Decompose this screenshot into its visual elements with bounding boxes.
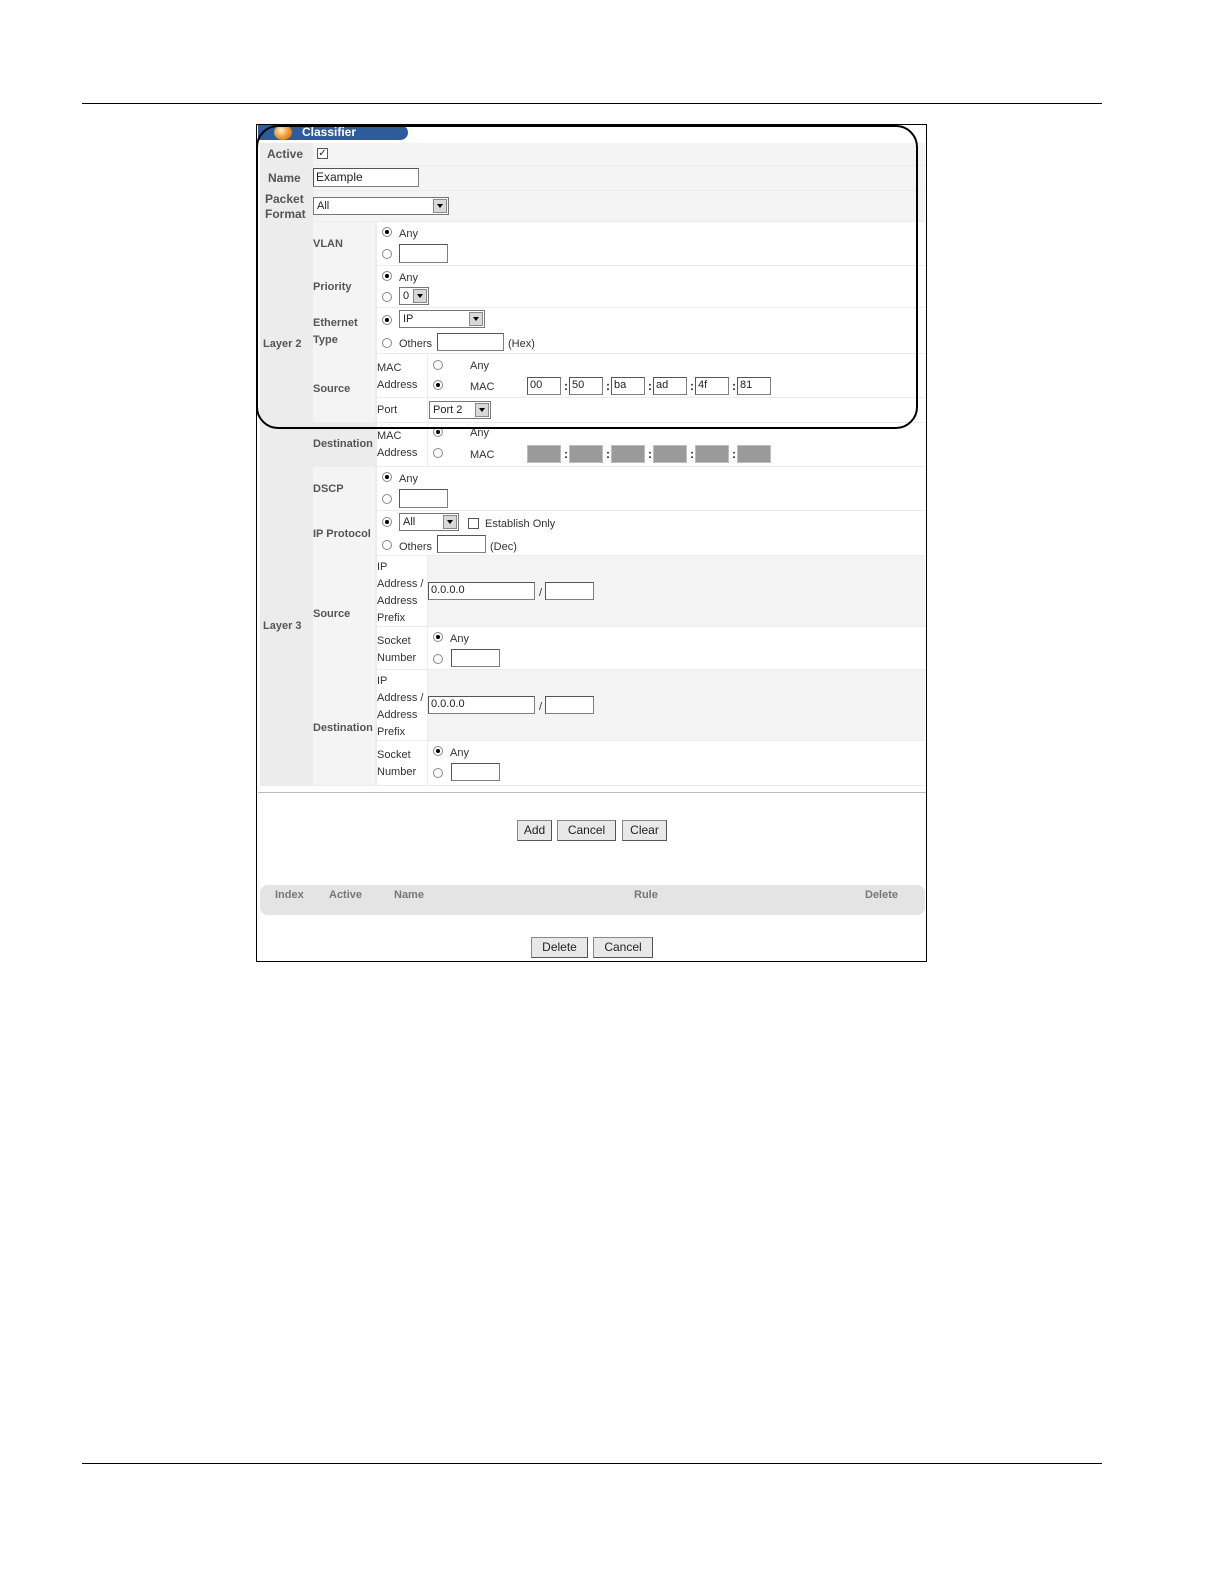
form-separator bbox=[258, 792, 926, 793]
mac-separator: : bbox=[606, 379, 610, 393]
chevron-down-icon bbox=[433, 199, 447, 213]
src-ip-label-4: Prefix bbox=[377, 612, 406, 624]
name-input[interactable]: Example bbox=[313, 168, 419, 187]
src-mac-octet-2[interactable]: 50 bbox=[569, 377, 603, 395]
establish-only-checkbox[interactable] bbox=[468, 518, 479, 529]
ip-protocol-value: All bbox=[403, 516, 416, 528]
header-name: Name bbox=[394, 889, 424, 901]
src-mac-custom-radio[interactable] bbox=[433, 380, 443, 390]
dst-mac-octet-4[interactable] bbox=[653, 445, 687, 463]
mac-separator: : bbox=[648, 379, 652, 393]
dst-mac-octet-2[interactable] bbox=[569, 445, 603, 463]
l2-source-label: Source bbox=[313, 383, 351, 395]
dst-mac-octet-5[interactable] bbox=[695, 445, 729, 463]
src-mac-octet-1[interactable]: 00 bbox=[527, 377, 561, 395]
mac-separator: : bbox=[564, 379, 568, 393]
delete-button[interactable]: Delete bbox=[531, 937, 588, 958]
src-ip-label-1: IP bbox=[377, 561, 388, 573]
ip-protocol-select[interactable] bbox=[399, 513, 459, 531]
priority-cell bbox=[377, 266, 925, 307]
src-mac-octet-5[interactable]: 4f bbox=[695, 377, 729, 395]
dst-mac-octet-3[interactable] bbox=[611, 445, 645, 463]
src-socket-custom-radio[interactable] bbox=[433, 654, 443, 664]
src-socket-any-radio[interactable] bbox=[433, 632, 443, 642]
header-delete: Delete bbox=[865, 889, 899, 901]
ip-protocol-dec-text: (Dec) bbox=[490, 541, 517, 553]
dst-prefix-input[interactable] bbox=[545, 696, 594, 714]
src-socket-any-text: Any bbox=[450, 633, 469, 645]
dst-ip-label-2: Address / bbox=[377, 692, 424, 704]
l2-destination-label: Destination bbox=[313, 438, 373, 450]
src-mac-text: MAC bbox=[470, 381, 495, 393]
active-label: Active bbox=[267, 147, 304, 161]
port-select[interactable] bbox=[429, 401, 491, 419]
ethernet-type-ip-radio[interactable] bbox=[382, 315, 392, 325]
dst-socket-label-1: Socket bbox=[377, 749, 411, 761]
ethernet-type-others-text: Others bbox=[399, 338, 433, 350]
layer3-sub-column bbox=[313, 467, 375, 785]
layer3-label: Layer 3 bbox=[263, 620, 302, 632]
add-button[interactable]: Add bbox=[517, 820, 552, 841]
page-bottom-rule bbox=[82, 1463, 1102, 1464]
chevron-down-icon bbox=[475, 403, 489, 417]
src-ip-label-3: Address bbox=[377, 595, 418, 607]
dscp-any-radio[interactable] bbox=[382, 472, 392, 482]
src-mac-octet-4[interactable]: ad bbox=[653, 377, 687, 395]
src-socket-cell bbox=[428, 627, 925, 669]
dst-mac-label-2: Address bbox=[377, 447, 418, 459]
dst-socket-input[interactable] bbox=[451, 763, 500, 781]
list-cancel-button[interactable]: Cancel bbox=[593, 937, 653, 958]
panel-title: Classifier bbox=[302, 125, 357, 139]
header-index: Index bbox=[275, 889, 304, 901]
ethernet-type-others-radio[interactable] bbox=[382, 338, 392, 348]
ethernet-type-label-1: Ethernet bbox=[313, 317, 358, 329]
page-top-rule bbox=[82, 103, 1102, 104]
rule-list-header bbox=[260, 885, 925, 915]
ethernet-type-value: IP bbox=[403, 313, 414, 325]
dst-ip-label-3: Address bbox=[377, 709, 418, 721]
chevron-down-icon bbox=[443, 515, 457, 529]
port-cell bbox=[428, 398, 925, 422]
src-mac-label-1: MAC bbox=[377, 362, 402, 374]
src-mac-label-2: Address bbox=[377, 379, 418, 391]
src-prefix-input[interactable] bbox=[545, 582, 594, 600]
mac-separator: : bbox=[690, 447, 694, 461]
ip-protocol-others-radio[interactable] bbox=[382, 540, 392, 550]
clear-button[interactable]: Clear bbox=[622, 820, 667, 841]
mac-separator: : bbox=[690, 379, 694, 393]
layer2-label: Layer 2 bbox=[263, 338, 302, 350]
priority-label: Priority bbox=[313, 281, 352, 293]
dst-mac-octet-6[interactable] bbox=[737, 445, 771, 463]
l3-source-label: Source bbox=[313, 608, 351, 620]
l3-destination-label: Destination bbox=[313, 722, 373, 734]
cancel-button[interactable]: Cancel bbox=[557, 820, 616, 841]
port-label: Port bbox=[377, 404, 398, 416]
active-checkbox[interactable]: ✓ bbox=[318, 148, 327, 159]
dscp-any-text: Any bbox=[399, 473, 418, 485]
dst-ip-label-1: IP bbox=[377, 675, 388, 687]
src-mac-any-radio[interactable] bbox=[433, 360, 443, 370]
dscp-custom-radio[interactable] bbox=[382, 494, 392, 504]
chevron-down-icon bbox=[469, 312, 483, 326]
ip-protocol-label: IP Protocol bbox=[313, 528, 371, 540]
packet-format-label-2: Format bbox=[265, 207, 306, 221]
packet-format-select[interactable] bbox=[313, 197, 449, 215]
src-prefix-slash: / bbox=[539, 587, 543, 599]
vlan-input[interactable] bbox=[399, 244, 448, 263]
packet-format-value: All bbox=[317, 200, 330, 212]
vlan-label: VLAN bbox=[313, 238, 343, 250]
ip-protocol-select-radio[interactable] bbox=[382, 517, 392, 527]
src-socket-label-2: Number bbox=[377, 652, 417, 664]
priority-custom-radio[interactable] bbox=[382, 292, 392, 302]
ethernet-type-hex-text: (Hex) bbox=[508, 338, 535, 350]
ip-protocol-dec-input[interactable] bbox=[437, 535, 486, 553]
priority-select[interactable] bbox=[399, 287, 429, 305]
mac-separator: : bbox=[732, 379, 736, 393]
dst-mac-label-1: MAC bbox=[377, 430, 402, 442]
dst-socket-any-radio[interactable] bbox=[433, 746, 443, 756]
dst-socket-label-2: Number bbox=[377, 766, 417, 778]
dscp-input[interactable] bbox=[399, 489, 448, 508]
establish-only-text: Establish Only bbox=[485, 518, 556, 530]
orb-icon bbox=[274, 125, 292, 140]
dst-mac-custom-radio[interactable] bbox=[433, 448, 443, 458]
src-mac-octet-3[interactable]: ba bbox=[611, 377, 645, 395]
panel-titlebar bbox=[258, 125, 408, 140]
mac-separator: : bbox=[648, 447, 652, 461]
src-socket-label-1: Socket bbox=[377, 635, 411, 647]
src-mac-octet-6[interactable]: 81 bbox=[737, 377, 771, 395]
src-mac-any-text: Any bbox=[470, 360, 489, 372]
mac-separator: : bbox=[606, 447, 610, 461]
src-socket-input[interactable] bbox=[451, 649, 500, 667]
dst-ip-label-4: Prefix bbox=[377, 726, 406, 738]
dst-mac-any-radio[interactable] bbox=[433, 427, 443, 437]
active-row bbox=[313, 143, 925, 165]
dst-prefix-slash: / bbox=[539, 701, 543, 713]
ethernet-type-select[interactable] bbox=[399, 310, 485, 328]
port-value: Port 2 bbox=[433, 404, 463, 416]
dst-socket-cell bbox=[428, 741, 925, 785]
dscp-cell bbox=[377, 467, 925, 510]
src-ip-label-2: Address / bbox=[377, 578, 424, 590]
priority-any-radio[interactable] bbox=[382, 271, 392, 281]
name-label: Name bbox=[268, 171, 301, 185]
priority-value: 0 bbox=[403, 290, 410, 302]
vlan-any-radio[interactable] bbox=[382, 227, 392, 237]
ethernet-type-hex-input[interactable] bbox=[437, 333, 504, 351]
dst-mac-text: MAC bbox=[470, 449, 495, 461]
vlan-any-text: Any bbox=[399, 228, 418, 240]
mac-separator: : bbox=[732, 447, 736, 461]
chevron-down-icon bbox=[413, 289, 427, 303]
ethernet-type-label-2: Type bbox=[313, 334, 338, 346]
vlan-cell bbox=[377, 222, 925, 265]
ip-protocol-others-text: Others bbox=[399, 541, 433, 553]
dst-mac-any-text: Any bbox=[470, 427, 489, 439]
dscp-label: DSCP bbox=[313, 483, 344, 495]
dst-socket-any-text: Any bbox=[450, 747, 469, 759]
dst-mac-octet-1[interactable] bbox=[527, 445, 561, 463]
vlan-custom-radio[interactable] bbox=[382, 249, 392, 259]
priority-any-text: Any bbox=[399, 272, 418, 284]
mac-separator: : bbox=[564, 447, 568, 461]
packet-format-label-1: Packet bbox=[265, 192, 304, 206]
header-active: Active bbox=[329, 889, 363, 901]
src-ip-input[interactable]: 0.0.0.0 bbox=[428, 582, 535, 600]
dst-socket-custom-radio[interactable] bbox=[433, 768, 443, 778]
dst-ip-input[interactable]: 0.0.0.0 bbox=[428, 696, 535, 714]
header-rule: Rule bbox=[634, 889, 658, 901]
